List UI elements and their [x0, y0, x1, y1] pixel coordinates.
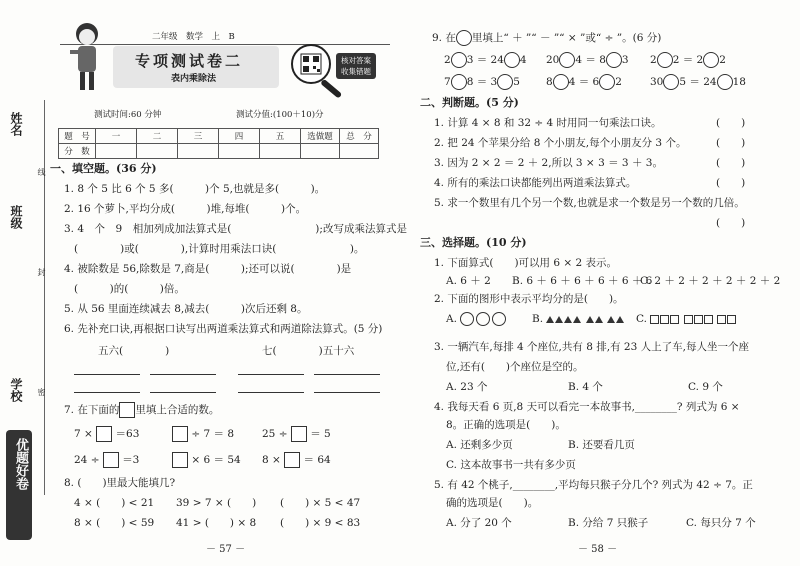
answer-line[interactable]: [314, 374, 380, 375]
answer-circle[interactable]: [559, 52, 575, 68]
school-label: 学校: [9, 378, 23, 402]
binding-gutter: [0, 0, 48, 566]
q8-item: ( ) × 9 < 83: [280, 517, 361, 529]
answer-circle[interactable]: [553, 74, 569, 90]
gutter-dash-line: [44, 100, 45, 495]
square-icon: [694, 315, 703, 324]
judgment-4: 4. 所有的乘法口诀都能列出两道乘法算式。: [434, 177, 637, 189]
question-2: 2. 16 个萝卜,平均分成( )堆,每堆( )个。: [64, 203, 307, 215]
answer-line[interactable]: [238, 374, 304, 375]
square-icon: [717, 315, 726, 324]
choice-option[interactable]: B. 6 ＋ 6 ＋ 6 ＋ 6 ＋ 6 ＋ 6: [512, 275, 653, 287]
q7-item: 24 ÷ ＝3: [74, 454, 140, 466]
q7-item: 7 × ＝63: [74, 428, 140, 440]
judgment-2: 2. 把 24 个苹果分给 8 个小朋友,每个小朋友分 3 个。: [434, 137, 687, 149]
answer-box[interactable]: [172, 426, 188, 442]
q8-item: 4 × ( ) < 21: [74, 497, 155, 509]
square-icon: [670, 315, 679, 324]
choice-option[interactable]: B. 4 个: [568, 381, 603, 393]
seal-mark-seal: 封: [37, 268, 46, 276]
q9-item: 8 4 ＝ 6 2: [546, 76, 622, 88]
triangle-icon: [616, 316, 624, 323]
class-label: 班级: [9, 205, 23, 229]
judgment-5: 5. 求一个数里有几个另一个数,也就是求一个数是另一个数的几倍。: [434, 197, 745, 209]
answer-circle[interactable]: [599, 74, 615, 90]
page-number-right: － 58 －: [578, 544, 618, 555]
choice-option[interactable]: A. 还剩多少页: [446, 439, 513, 451]
judgment-1: 1. 计算 4 × 8 和 32 ÷ 4 时用同一句乘法口诀。: [434, 117, 662, 129]
section-choice: 三、选择题。(10 分): [420, 236, 527, 249]
choice-3-line-1: 3. 一辆汽车,每排 4 个座位,共有 8 排,有 23 人上了车,每人坐一个座: [434, 341, 749, 353]
choice-4-line-1: 4. 我每天看 6 页,8 天可以看完一本故事书,________? 列式为 6 ×: [434, 401, 740, 413]
q7-item: ÷ 7 ＝ 8: [172, 426, 234, 442]
triangle-icon: [573, 316, 581, 323]
judgment-answer[interactable]: ( ): [716, 217, 746, 229]
question-8: 8. ( )里最大能填几?: [64, 477, 176, 489]
judgment-answer[interactable]: ( ): [716, 117, 746, 129]
name-label: 姓名: [9, 112, 23, 136]
question-1: 1. 8 个 5 比 6 个 5 多( )个 5,也就是多( )。: [64, 183, 326, 195]
judgment-answer[interactable]: ( ): [716, 157, 746, 169]
q9-item: 20 4 ＝ 8 3: [546, 54, 629, 66]
test-score-value: 测试分值:(100＋10)分: [236, 110, 324, 120]
answer-box[interactable]: [172, 452, 188, 468]
choice-5-line-2: 确的选项是( )。: [446, 497, 539, 509]
q8-item: 39 > 7 × ( ): [176, 497, 257, 509]
exam-subtitle: 表内乘除法: [171, 74, 217, 84]
choice-option[interactable]: A.: [446, 312, 508, 326]
choice-option[interactable]: C. 9 个: [688, 381, 723, 393]
table-row: 分 数: [59, 144, 379, 159]
mascot-illustration: [70, 20, 104, 96]
q9-item: 7 8 ＝ 3 5: [444, 76, 520, 88]
header-rule: [60, 44, 390, 45]
title-banner: [113, 46, 279, 88]
cherry-icon: [460, 312, 474, 326]
table-row: 题 号 一 二 三 四 五 选做题 总 分: [59, 129, 379, 144]
triangle-icon: [546, 316, 554, 323]
q7-item: 8 × ＝ 64: [262, 454, 331, 466]
answer-circle[interactable]: [497, 74, 513, 90]
answer-circle[interactable]: [717, 74, 733, 90]
choice-option[interactable]: C. 这本故事书一共有多少页: [446, 459, 576, 471]
answer-circle[interactable]: [606, 52, 622, 68]
choice-option[interactable]: C. 2 ＋ 2 ＋ 2 ＋ 2 ＋ 2 ＋ 2: [640, 275, 781, 287]
answer-line[interactable]: [150, 392, 216, 393]
q9-item: 30 5 ＝ 24 18: [650, 76, 746, 88]
q8-item: 8 × ( ) < 59: [74, 517, 155, 529]
answer-circle[interactable]: [451, 52, 467, 68]
answer-circle[interactable]: [451, 74, 467, 90]
section-judgment: 二、判断题。(5 分): [420, 96, 519, 109]
answer-box[interactable]: [284, 452, 300, 468]
choice-option[interactable]: C. 每只分 7 个: [686, 517, 756, 529]
answer-line[interactable]: [238, 392, 304, 393]
judgment-answer[interactable]: ( ): [716, 177, 746, 189]
answer-line[interactable]: [74, 392, 140, 393]
triangle-icon: [564, 316, 572, 323]
cherry-icon: [476, 312, 490, 326]
answer-circle[interactable]: [504, 52, 520, 68]
question-9: 9. 在 里填上“ ＋ ”“ － ”“ × ”或“ ÷ ”。(6 分): [432, 32, 662, 44]
square-icon: [704, 315, 713, 324]
answer-box[interactable]: [96, 426, 112, 442]
q9-item: 2 3 ＝ 24 4: [444, 54, 527, 66]
choice-option[interactable]: A. 23 个: [446, 381, 488, 393]
blank-box: [119, 402, 135, 418]
answer-circle[interactable]: [663, 74, 679, 90]
answer-line[interactable]: [314, 392, 380, 393]
q9-item: 2 2 ＝ 2 2: [650, 54, 726, 66]
q8-item: ( ) × 5 < 47: [280, 497, 361, 509]
square-icon: [727, 315, 736, 324]
q7-item: 25 ÷ ＝ 5: [262, 428, 331, 440]
page-number-left: － 57 －: [206, 544, 246, 555]
square-icon: [684, 315, 693, 324]
seal-mark-secret: 密: [37, 388, 46, 396]
answer-circle[interactable]: [703, 52, 719, 68]
triangle-icon: [555, 316, 563, 323]
brand-logo: 优题好卷: [6, 430, 32, 540]
q8-item: 41 > ( ) × 8: [176, 517, 257, 529]
question-3-line-1: 3. 4 个 9 相加列成加法算式是( );改写成乘法算式是: [64, 223, 407, 235]
choice-1: 1. 下面算式( )可以用 6 × 2 表示。: [434, 257, 618, 269]
qr-code-icon[interactable]: [291, 44, 331, 84]
question-6-rhyme-2: 七( )五十六: [262, 345, 355, 357]
grade-subject-line: 二年级 数学 上 B: [152, 32, 235, 42]
triangle-icon: [586, 316, 594, 323]
choice-option[interactable]: B.: [532, 312, 625, 326]
judgment-answer[interactable]: ( ): [716, 137, 746, 149]
answer-box[interactable]: [103, 452, 119, 468]
choice-4-line-2: 8。正确的选项是( )。: [446, 419, 566, 431]
question-3-line-2: ( )或( ),计算时用乘法口诀( )。: [74, 243, 365, 255]
question-4-line-1: 4. 被除数是 56,除数是 7,商是( );还可以说( )是: [64, 263, 352, 275]
judgment-3: 3. 因为 2 × 2 ＝ 2 ＋ 2,所以 3 × 3 ＝ 3 ＋ 3。: [434, 157, 663, 169]
question-6-rhyme-1: 五六( ): [98, 345, 170, 357]
triangle-icon: [607, 316, 615, 323]
answer-line[interactable]: [150, 374, 216, 375]
choice-2: 2. 下面的图形中表示平均分的是( )。: [434, 293, 624, 305]
question-6: 6. 先补充口诀,再根据口诀写出两道乘法算式和两道除法算式。(5 分): [64, 323, 383, 335]
triangle-icon: [595, 316, 603, 323]
question-4-line-2: ( )的( )倍。: [74, 283, 185, 295]
choice-option[interactable]: C.: [636, 312, 737, 326]
cherry-icon: [492, 312, 506, 326]
exam-title: 专项测试卷二: [135, 52, 244, 70]
answer-box[interactable]: [291, 426, 307, 442]
square-icon: [650, 315, 659, 324]
answer-line[interactable]: [74, 374, 140, 375]
choice-option[interactable]: B. 还要看几页: [568, 439, 635, 451]
question-7: 7. 在下面的 里填上合适的数。: [64, 404, 220, 416]
section-fill-blank: 一、填空题。(36 分): [50, 162, 157, 175]
seal-mark-line: 线: [37, 168, 46, 176]
blank-circle: [456, 30, 472, 46]
choice-3-line-2: 位,还有( )个座位是空的。: [446, 361, 584, 373]
choice-option[interactable]: A. 6 ＋ 2: [446, 275, 491, 287]
q7-item: × 6 ＝ 54: [172, 452, 241, 468]
test-time: 测试时间:60 分钟: [94, 110, 162, 120]
choice-option[interactable]: B. 分给 7 只猴子: [568, 517, 649, 529]
square-icon: [660, 315, 669, 324]
magnifier-handle-icon: [320, 79, 342, 99]
question-5: 5. 从 56 里面连续减去 8,减去( )次后还剩 8。: [64, 303, 308, 315]
answer-circle[interactable]: [657, 52, 673, 68]
choice-5-line-1: 5. 有 42 个桃子,________,平均每只猴子分几个? 列式为 42 ÷ 7。正: [434, 479, 753, 491]
score-table: [58, 128, 379, 159]
choice-option[interactable]: A. 分了 20 个: [446, 517, 512, 529]
qr-note-badge: 核对答案 收集错题: [336, 53, 376, 79]
